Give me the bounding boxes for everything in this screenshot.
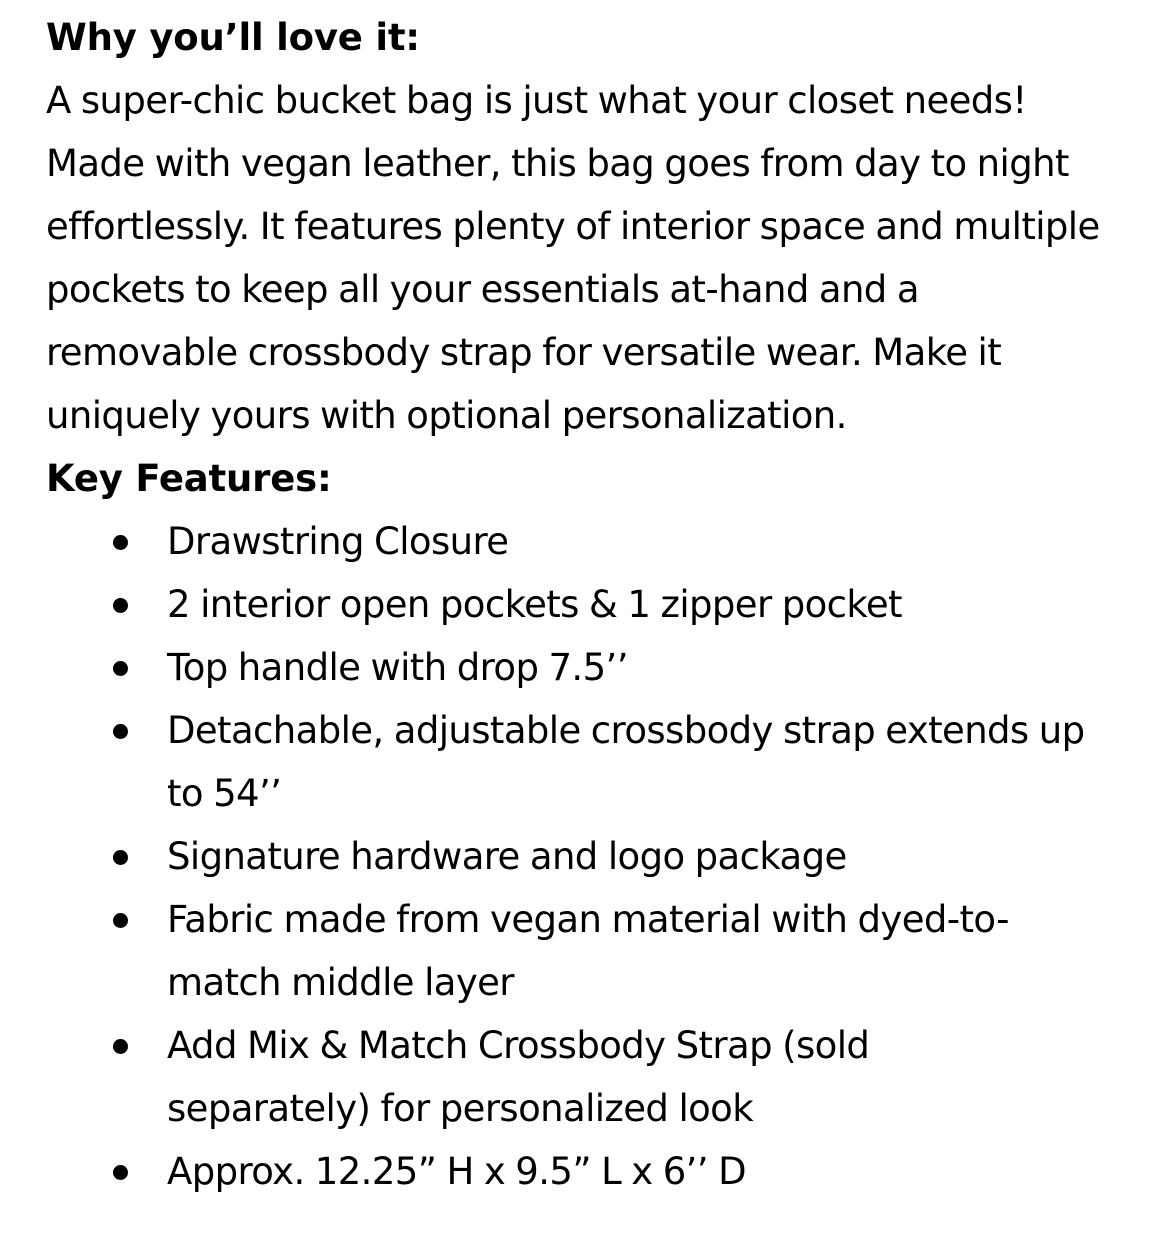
bullet-icon xyxy=(113,1039,128,1054)
why-love-it-heading: Why you’ll love it: xyxy=(46,16,420,59)
list-item xyxy=(46,1014,1146,1140)
bullet-icon xyxy=(113,661,128,676)
feature-line: Top handle with drop 7.5’’ xyxy=(167,646,628,689)
bullet-icon xyxy=(113,850,128,865)
list-item xyxy=(46,825,1146,888)
feature-line: Add Mix & Match Crossbody Strap (sold xyxy=(167,1024,870,1067)
intro-line: Made with vegan leather, this bag goes from day to night xyxy=(46,142,1069,185)
list-item xyxy=(46,510,1146,573)
key-features-heading: Key Features: xyxy=(46,457,332,500)
intro-line: effortlessly. It features plenty of interior space and multiple xyxy=(46,205,1100,248)
feature-line: Fabric made from vegan material with dyed-to- xyxy=(167,898,1009,941)
feature-line: match middle layer xyxy=(167,961,514,1004)
key-features-list xyxy=(46,510,1146,1203)
intro-line: A super-chic bucket bag is just what your closet needs! xyxy=(46,79,1027,122)
feature-line: Detachable, adjustable crossbody strap extends up xyxy=(167,709,1085,752)
intro-line: pockets to keep all your essentials at-hand and a xyxy=(46,268,919,311)
feature-line: to 54’’ xyxy=(167,772,282,815)
list-item xyxy=(46,699,1146,825)
feature-line: Signature hardware and logo package xyxy=(167,835,847,878)
bullet-icon xyxy=(113,598,128,613)
intro-line: uniquely yours with optional personalization. xyxy=(46,394,847,437)
intro-line: removable crossbody strap for versatile wear. Make it xyxy=(46,331,1002,374)
bullet-icon xyxy=(113,913,128,928)
feature-line: Approx. 12.25” H x 9.5” L x 6’’ D xyxy=(167,1150,747,1193)
list-item xyxy=(46,888,1146,1014)
list-item xyxy=(46,636,1146,699)
intro-paragraph xyxy=(46,69,1146,447)
product-description xyxy=(46,6,1146,1203)
feature-line: separately) for personalized look xyxy=(167,1087,754,1130)
bullet-icon xyxy=(113,724,128,739)
list-item xyxy=(46,573,1146,636)
bullet-icon xyxy=(113,1165,128,1180)
bullet-icon xyxy=(113,535,128,550)
feature-line: Drawstring Closure xyxy=(167,520,509,563)
feature-line: 2 interior open pockets & 1 zipper pocket xyxy=(167,583,902,626)
list-item xyxy=(46,1140,1146,1203)
